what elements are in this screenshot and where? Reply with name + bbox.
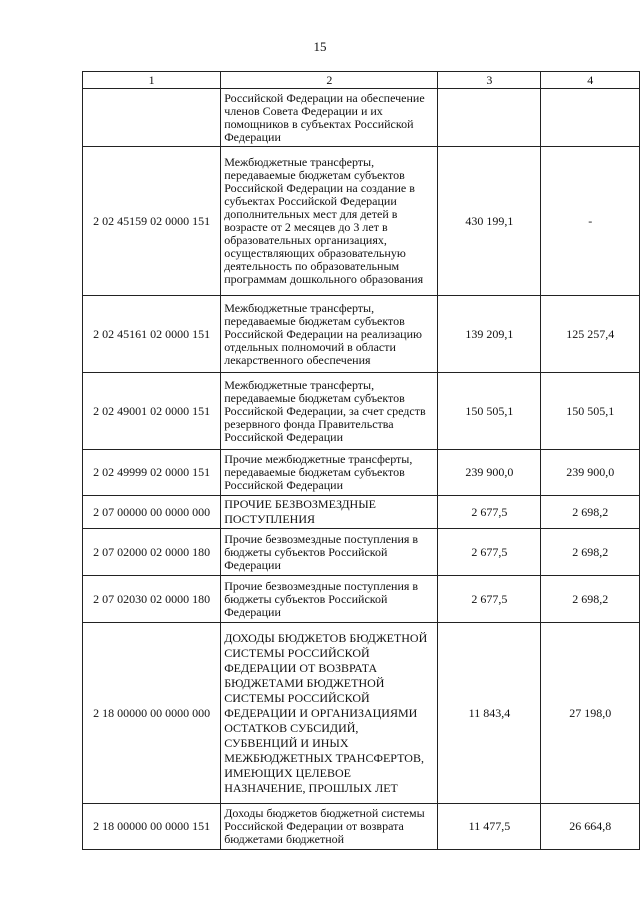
row-code <box>83 89 221 147</box>
column-header-4: 4 <box>541 72 640 89</box>
row-name: Межбюджетные трансферты, передаваемые бюджетам субъектов Российской Федерации на создание в субъектах Российской Федерации дополнительных мест для детей в возрасте от 2 месяцев до 3 лет в образовательных организациях, осуществляющих образовательную деятельность по образовательным программам дошкольного образования <box>221 147 438 296</box>
row-value-col3: 11 843,4 <box>438 623 541 804</box>
table-row <box>83 296 640 373</box>
column-header-2: 2 <box>221 72 438 89</box>
row-value-col4: - <box>541 147 640 296</box>
row-value-col4: 2 698,2 <box>541 529 640 576</box>
row-code: 2 07 02030 02 0000 180 <box>83 576 221 623</box>
row-value-col3: 2 677,5 <box>438 496 541 529</box>
column-header-1: 1 <box>83 72 221 89</box>
table-row <box>83 373 640 450</box>
table-row <box>83 623 640 804</box>
row-value-col4: 2 698,2 <box>541 496 640 529</box>
header-row <box>83 72 640 89</box>
table-row <box>83 496 640 529</box>
row-code: 2 18 00000 00 0000 000 <box>83 623 221 804</box>
row-code: 2 02 45159 02 0000 151 <box>83 147 221 296</box>
row-code: 2 18 00000 00 0000 151 <box>83 804 221 850</box>
row-name: Прочие безвозмездные поступления в бюджеты субъектов Российской Федерации <box>221 529 438 576</box>
row-value-col3: 150 505,1 <box>438 373 541 450</box>
row-value-col3: 239 900,0 <box>438 450 541 496</box>
row-value-col4: 27 198,0 <box>541 623 640 804</box>
row-value-col4: 239 900,0 <box>541 450 640 496</box>
row-value-col4: 26 664,8 <box>541 804 640 850</box>
table-row <box>83 804 640 850</box>
table-row <box>83 89 640 147</box>
row-name: Прочие безвозмездные поступления в бюджеты субъектов Российской Федерации <box>221 576 438 623</box>
row-value-col3: 2 677,5 <box>438 529 541 576</box>
row-value-col4: 150 505,1 <box>541 373 640 450</box>
page-number: 15 <box>313 39 327 54</box>
row-value-col3: 430 199,1 <box>438 147 541 296</box>
row-value-col4: 125 257,4 <box>541 296 640 373</box>
row-name: Межбюджетные трансферты, передаваемые бюджетам субъектов Российской Федерации, за счет средств резервного фонда Правительства Российской Федерации <box>221 373 438 450</box>
row-code: 2 07 02000 02 0000 180 <box>83 529 221 576</box>
row-code: 2 02 45161 02 0000 151 <box>83 296 221 373</box>
row-code: 2 02 49999 02 0000 151 <box>83 450 221 496</box>
row-name: ДОХОДЫ БЮДЖЕТОВ БЮДЖЕТНОЙ СИСТЕМЫ РОССИЙСКОЙ ФЕДЕРАЦИИ ОТ ВОЗВРАТА БЮДЖЕТАМИ БЮДЖЕТНОЙ СИСТЕМЫ РОССИЙСКОЙ ФЕДЕРАЦИИ И ОРГАНИЗАЦИЯМИ ОСТАТКОВ СУБСИДИЙ, СУБВЕНЦИЙ И ИНЫХ МЕЖБЮДЖЕТНЫХ ТРАНСФЕРТОВ, ИМЕЮЩИХ ЦЕЛЕВОЕ НАЗНАЧЕНИЕ, ПРОШЛЫХ ЛЕТ <box>221 623 438 804</box>
row-name: Доходы бюджетов бюджетной системы Российской Федерации от возврата бюджетами бюджетной <box>221 804 438 850</box>
row-code: 2 07 00000 00 0000 000 <box>83 496 221 529</box>
table-row <box>83 450 640 496</box>
budget-table <box>82 71 640 850</box>
row-value-col3: 2 677,5 <box>438 576 541 623</box>
row-name: Российской Федерации на обеспечение членов Совета Федерации и их помощников в субъектах Российской Федерации <box>221 89 438 147</box>
row-value-col3 <box>438 89 541 147</box>
table-row <box>83 576 640 623</box>
row-name: Межбюджетные трансферты, передаваемые бюджетам субъектов Российской Федерации на реализацию отдельных полномочий в области лекарственного обеспечения <box>221 296 438 373</box>
row-name: ПРОЧИЕ БЕЗВОЗМЕЗДНЫЕ ПОСТУПЛЕНИЯ <box>221 496 438 529</box>
table-row <box>83 529 640 576</box>
column-header-3: 3 <box>438 72 541 89</box>
row-value-col3: 11 477,5 <box>438 804 541 850</box>
row-code: 2 02 49001 02 0000 151 <box>83 373 221 450</box>
row-name: Прочие межбюджетные трансферты, передаваемые бюджетам субъектов Российской Федерации <box>221 450 438 496</box>
row-value-col3: 139 209,1 <box>438 296 541 373</box>
row-value-col4: 2 698,2 <box>541 576 640 623</box>
table-row <box>83 147 640 296</box>
row-value-col4 <box>541 89 640 147</box>
